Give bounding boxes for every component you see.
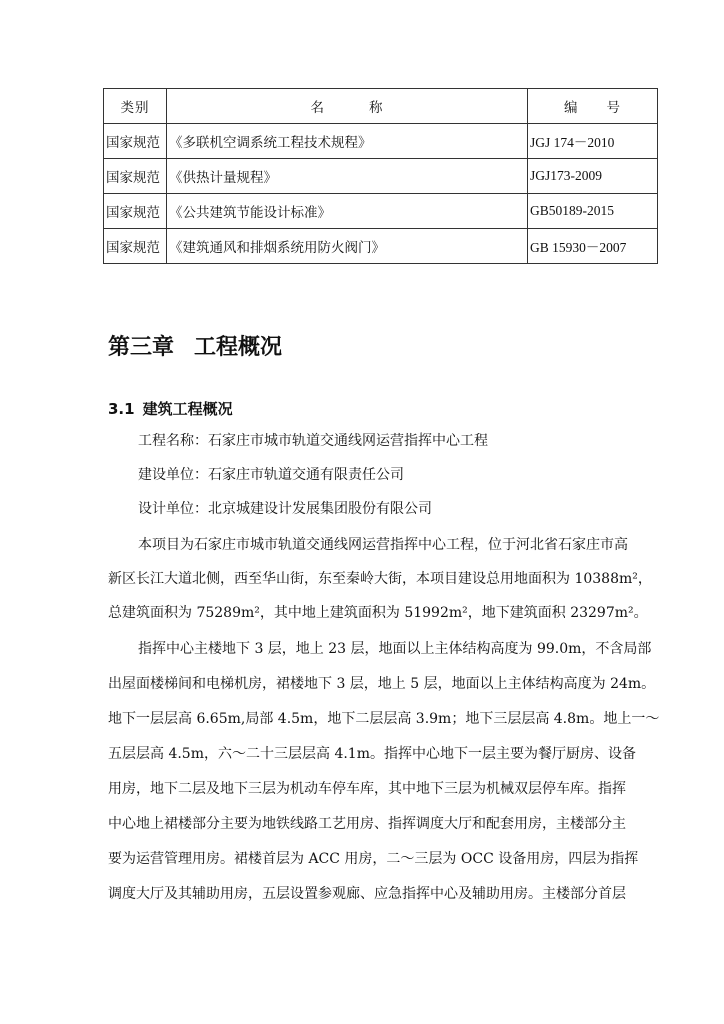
paragraph2-line: 五层层高 4.5m，六～二十三层层高 4.1m。指挥中心地下一层主要为餐厅厨房、设备 [108, 746, 636, 762]
section-heading [108, 398, 233, 419]
row-name: 《供热计量规程》 [167, 159, 528, 194]
row-name: 《公共建筑节能设计标准》 [167, 194, 528, 229]
table-row [104, 229, 658, 264]
project-name-line: 工程名称：石家庄市城市轨道交通线网运营指挥中心工程 [138, 433, 488, 449]
designer-line: 设计单位：北京城建设计发展集团股份有限公司 [138, 501, 432, 517]
paragraph2-line: 要为运营管理用房。裙楼首层为 ACC 用房，二～三层为 OCC 设备用房，四层为指挥 [108, 851, 639, 867]
row-name: 《多联机空调系统工程技术规程》 [167, 124, 528, 159]
header-code: 编 号 [528, 89, 658, 124]
table-row [104, 159, 658, 194]
row-category: 国家规范 [104, 229, 167, 264]
paragraph2-line: 调度大厅及其辅助用房，五层设置参观廊、应急指挥中心及辅助用房。主楼部分首层 [108, 886, 626, 902]
standards-table [103, 88, 658, 264]
row-code: GB50189-2015 [528, 194, 658, 229]
header-category: 类别 [104, 89, 167, 124]
chapter-title: 工程概况 [194, 335, 283, 360]
header-name: 名 称 [167, 89, 528, 124]
row-category: 国家规范 [104, 194, 167, 229]
table-row [104, 124, 658, 159]
paragraph2-line: 地下一层层高 6.65m,局部 4.5m，地下二层层高 3.9m；地下三层层高 4.8m。地上一～ [108, 711, 660, 727]
paragraph1-line: 总建筑面积为 75289m²，其中地上建筑面积为 51992m²，地下建筑面积 23297m²。 [108, 605, 648, 621]
paragraph1-line: 新区长江大道北侧，西至华山街，东至秦岭大街，本项目建设总用地面积为 10388m²， [108, 571, 652, 587]
row-category: 国家规范 [104, 159, 167, 194]
table-row [104, 194, 658, 229]
row-category: 国家规范 [104, 124, 167, 159]
row-code: GB 15930－2007 [528, 229, 658, 264]
paragraph2-line: 指挥中心主楼地下 3 层，地上 23 层，地面以上主体结构高度为 99.0m，不含局部 [138, 641, 652, 657]
chapter-heading [108, 330, 282, 361]
paragraph2-line: 中心地上裙楼部分主要为地铁线路工艺用房、指挥调度大厅和配套用房，主楼部分主 [108, 816, 626, 832]
paragraph2-line: 用房，地下二层及地下三层为机动车停车库，其中地下三层为机械双层停车库。指挥 [108, 781, 626, 797]
row-code: JGJ 174－2010 [528, 124, 658, 159]
row-code: JGJ173-2009 [528, 159, 658, 194]
paragraph1-line: 本项目为石家庄市城市轨道交通线网运营指挥中心工程，位于河北省石家庄市高 [138, 537, 628, 553]
section-number: 3.1 [108, 400, 135, 418]
table-header-row [104, 89, 658, 124]
row-name: 《建筑通风和排烟系统用防火阀门》 [167, 229, 528, 264]
chapter-number: 第三章 [108, 335, 175, 360]
section-title: 建筑工程概况 [142, 400, 233, 418]
builder-line: 建设单位：石家庄市轨道交通有限责任公司 [138, 467, 404, 483]
paragraph2-line: 出屋面楼梯间和电梯机房，裙楼地下 3 层，地上 5 层，地面以上主体结构高度为 24m。 [108, 676, 656, 692]
